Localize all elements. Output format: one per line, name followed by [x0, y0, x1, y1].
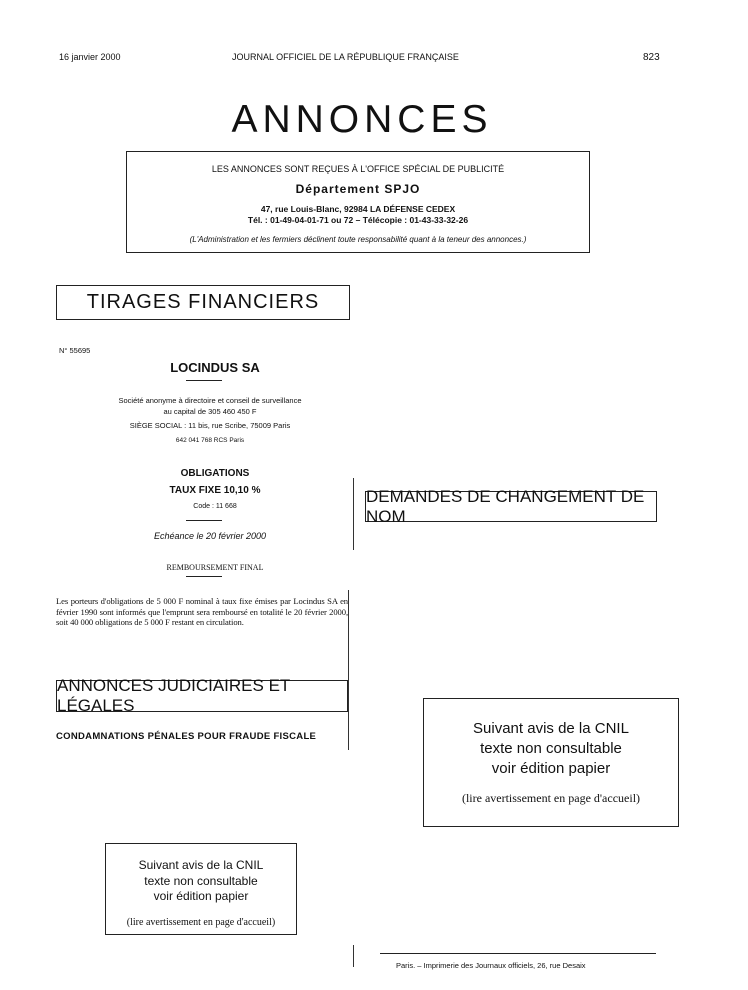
notice-department: Département SPJO	[295, 182, 421, 196]
printer-footer: Paris. – Imprimerie des Journaux officiels, 26, rue Desaix	[396, 961, 586, 970]
company-description: Société anonyme à directoire et conseil de surveillance	[118, 396, 302, 405]
cnil-note: (lire avertissement en page d'accueil)	[126, 916, 276, 928]
company-rcs: 642 041 768 RCS Paris	[175, 437, 245, 444]
section-heading-name-change: DEMANDES DE CHANGEMENT DE NOM	[365, 491, 657, 522]
cnil-line: Suivant avis de la CNIL	[473, 720, 629, 737]
column-rule	[353, 478, 354, 550]
cnil-line: voir édition papier	[153, 889, 249, 903]
page-title: ANNONCES	[231, 98, 493, 141]
cnil-line: texte non consultable	[480, 740, 622, 757]
column-rule	[353, 945, 354, 967]
company-head-office: SIÈGE SOCIAL : 11 bis, rue Scribe, 75009 Paris	[129, 421, 291, 430]
company-name: LOCINDUS SA	[170, 360, 260, 375]
notice-intro: LES ANNONCES SONT REÇUES À L'OFFICE SPÉCIAL DE PUBLICITÉ	[211, 164, 505, 174]
cnil-note: (lire avertissement en page d'accueil)	[461, 791, 641, 805]
column-rule	[348, 590, 349, 750]
footer-divider	[380, 953, 656, 954]
cnil-line: Suivant avis de la CNIL	[138, 858, 264, 872]
notice-address: 47, rue Louis-Blanc, 92984 LA DÉFENSE CEDEX	[260, 204, 456, 214]
bond-code: Code : 11 668	[193, 503, 237, 510]
divider	[186, 520, 222, 521]
cnil-line: voir édition papier	[491, 760, 611, 777]
cnil-notice-box	[105, 843, 297, 935]
final-repayment-heading: REMBOURSEMENT FINAL	[166, 563, 264, 572]
header-journal-title: JOURNAL OFFICIEL DE LA RÉPUBLIQUE FRANÇAISE	[232, 52, 459, 62]
header-date: 16 janvier 2000	[59, 52, 121, 62]
announcement-paragraph: Les porteurs d'obligations de 5 000 F nominal à taux fixe émises par Locindus SA en février 1990 sont informés que l'emprunt sera remboursé en totalité le 20 février 2000, soit 40 000 obligations de 5 000 F restant en circulation.	[56, 596, 348, 627]
announcement-number: N° 55695	[59, 346, 91, 355]
section-heading-tirages: TIRAGES FINANCIERS	[56, 285, 350, 320]
bond-rate: TAUX FIXE 10,10 %	[169, 485, 261, 496]
notice-phones: Tél. : 01-49-04-01-71 ou 72 – Télécopie : 01-43-33-32-26	[247, 215, 469, 225]
company-capital: au capital de 305 460 450 F	[163, 407, 257, 416]
subsection-heading-tax-fraud: CONDAMNATIONS PÉNALES POUR FRAUDE FISCALE	[56, 731, 317, 742]
bond-heading: OBLIGATIONS	[180, 468, 250, 479]
section-heading-legal: ANNONCES JUDICIAIRES ET LÉGALES	[56, 680, 348, 712]
cnil-line: texte non consultable	[144, 873, 258, 888]
publicity-notice-box	[126, 151, 590, 253]
cnil-notice-box	[423, 698, 679, 827]
maturity-date: Echéance le 20 février 2000	[153, 531, 267, 541]
divider	[186, 576, 222, 577]
header-page-number: 823	[643, 52, 660, 63]
divider	[186, 380, 222, 381]
notice-disclaimer: (L'Administration et les fermiers déclinent toute responsabilité quant à la teneur des annonces.)	[189, 235, 527, 244]
